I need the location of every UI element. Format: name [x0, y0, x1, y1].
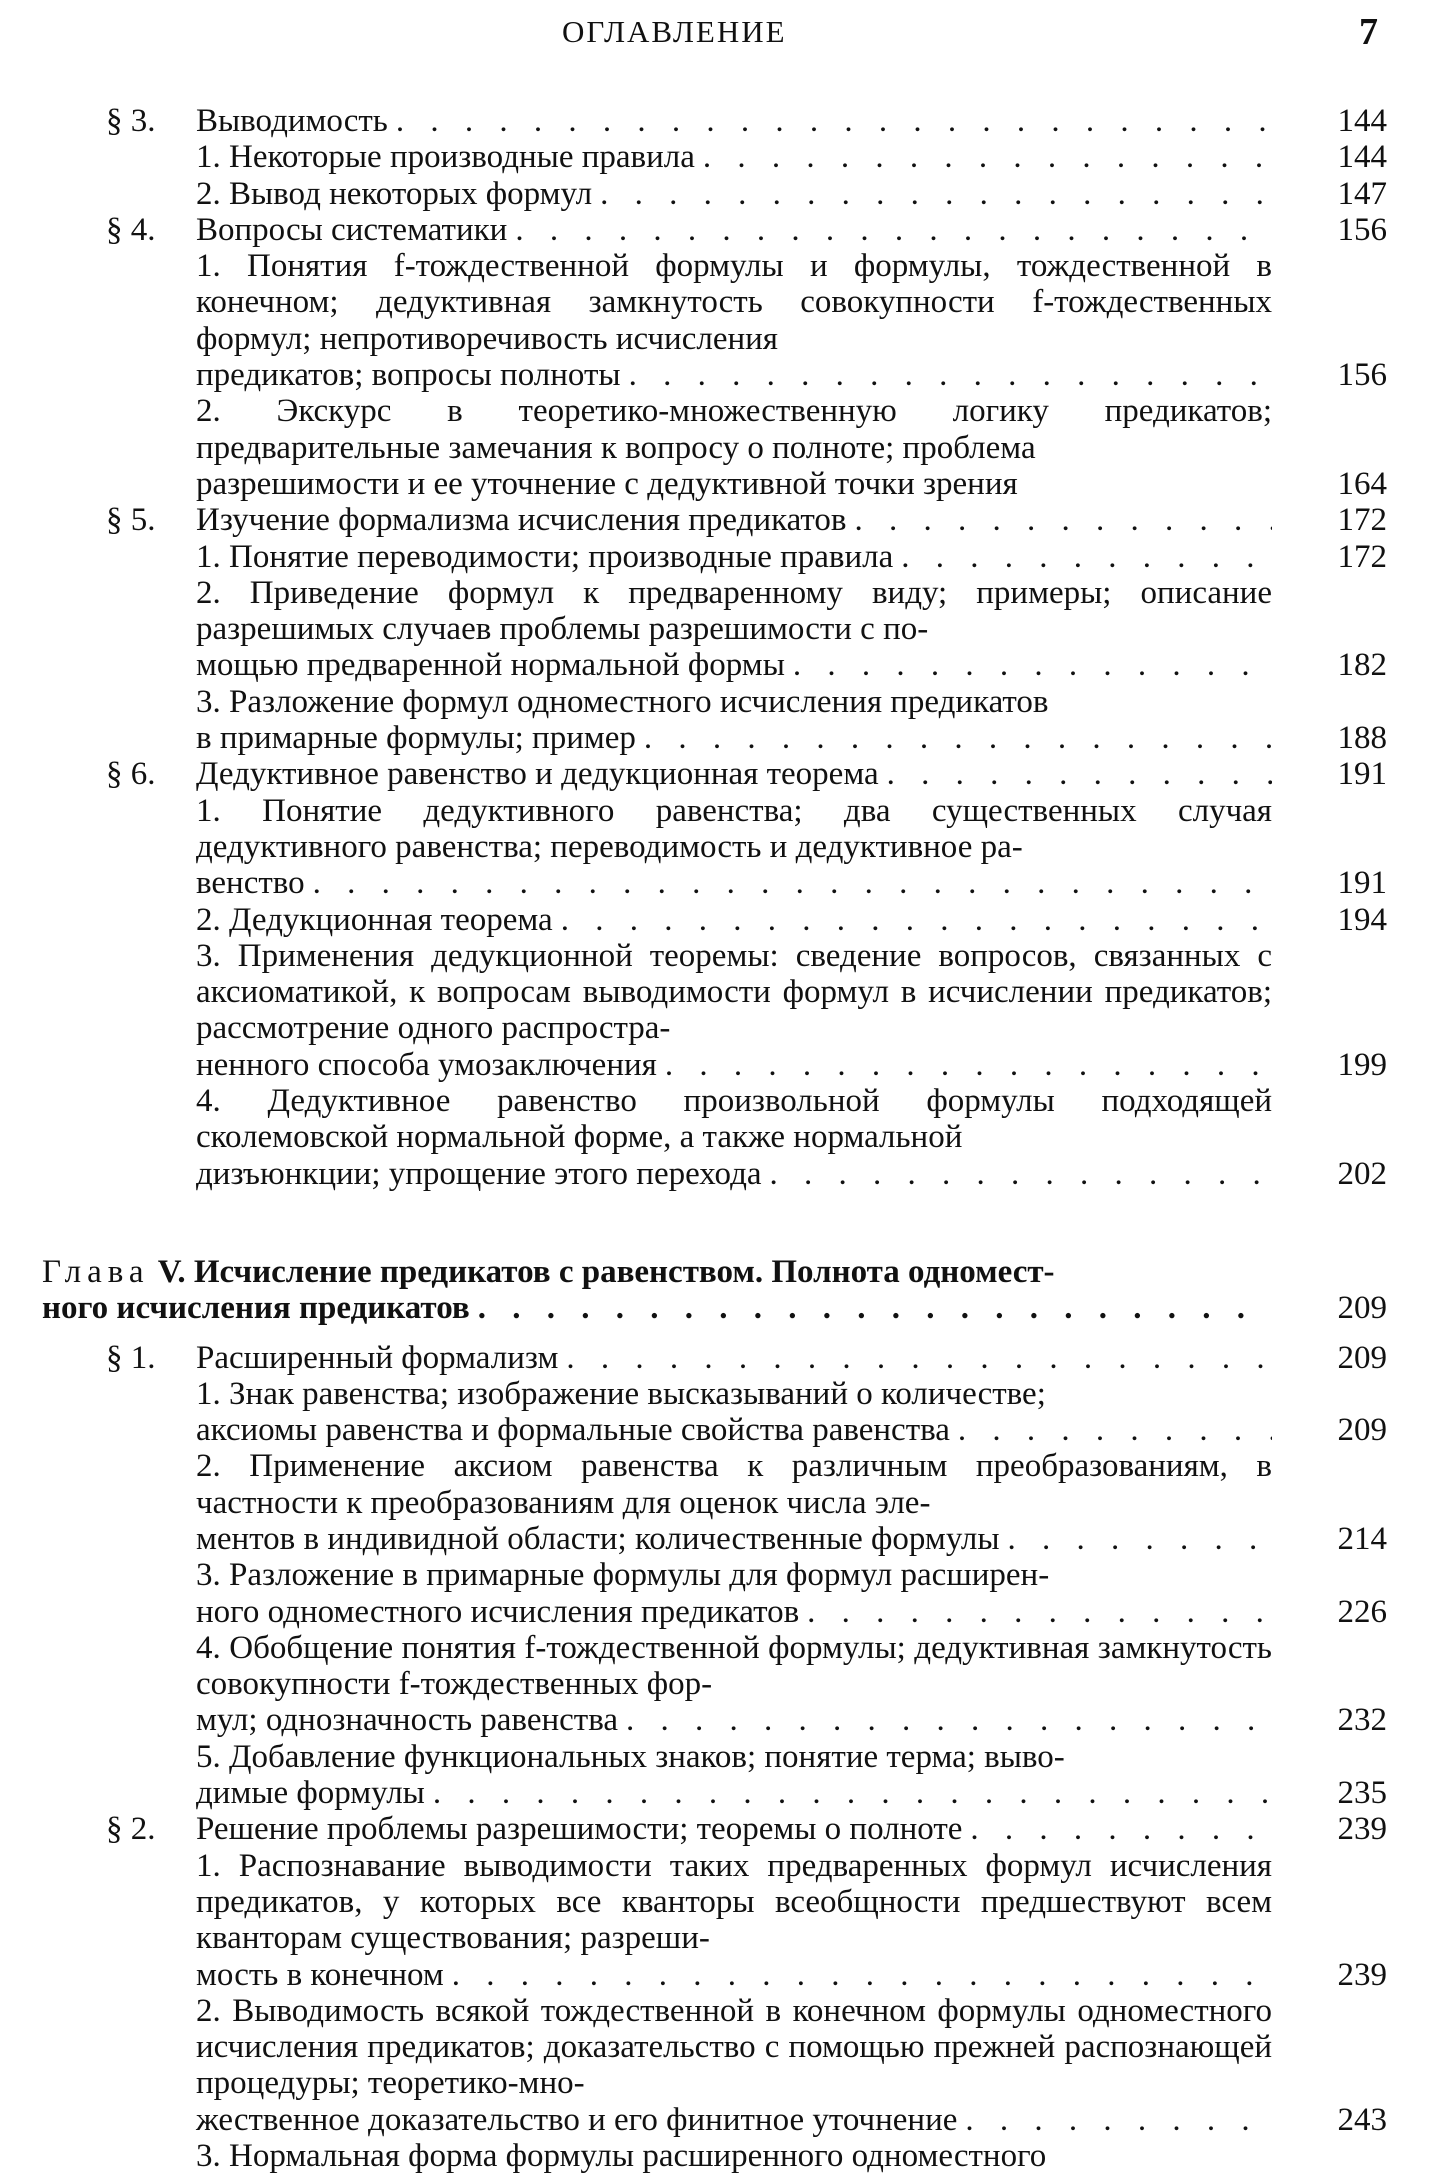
leader-dots: [618, 1702, 1272, 1738]
subsection-text-end: жественное доказательство и его финитное уточнение: [196, 2101, 958, 2138]
subsection-text-end: ненного способа умозаключения: [196, 1046, 657, 1083]
chapter-title-end: ного исчисления предикатов: [42, 1290, 470, 1327]
page-ref: 147: [1337, 175, 1387, 212]
toc-section-3[interactable]: [106, 103, 1387, 139]
subsection-text-end: мощью предваренной нормальной формы: [196, 647, 785, 684]
subsection-title: 2. Вывод некоторых формул: [196, 175, 593, 212]
leader-dots: [305, 865, 1272, 901]
subsection-text-end: мул; однозначность равенства: [196, 1702, 618, 1739]
subsection-text-end: аксиомы равенства и формальные свойства равенства: [196, 1412, 950, 1449]
page-ref: 156: [1337, 211, 1387, 248]
toc-subsection[interactable]: [196, 1448, 1387, 1557]
subsection-text-end: мость в конечном: [196, 1956, 444, 1993]
page-ref: 235: [1337, 1775, 1387, 1812]
leader-dots: [879, 756, 1272, 792]
page-ref: 209: [1337, 1339, 1387, 1376]
subsection-text-end: венство: [196, 865, 305, 902]
toc-section-5[interactable]: [106, 502, 1387, 539]
leader-dots: [657, 1047, 1272, 1083]
toc-subsection[interactable]: [196, 1375, 1387, 1449]
page-ref: 172: [1337, 538, 1387, 575]
table-of-contents: [0, 103, 1430, 2174]
page-ref: 239: [1337, 1956, 1387, 1993]
page-ref: 202: [1337, 1155, 1387, 1192]
toc-subsection[interactable]: [196, 937, 1387, 1083]
subsection-text-end: предикатов; вопросы полноты: [196, 357, 621, 394]
section-title: Изучение формализма исчисления предикатов: [196, 502, 847, 539]
section-label: § 5.: [106, 502, 156, 539]
toc-subsection[interactable]: [196, 2138, 1272, 2174]
toc-subsection[interactable]: [196, 901, 1387, 938]
page-ref: 156: [1337, 357, 1387, 394]
leader-dots: [950, 1412, 1272, 1448]
chapter-word: Глава: [42, 1253, 150, 1290]
page-ref: 144: [1337, 139, 1387, 176]
leader-dots: [695, 139, 1272, 175]
leader-dots: [762, 1156, 1272, 1192]
section-title: Расширенный формализм: [196, 1339, 559, 1376]
page-ref: 232: [1337, 1702, 1387, 1739]
chapter-title: V. Исчисление предикатов с равенством. Полнота одномест-: [157, 1253, 1055, 1290]
subsection-text-end: ного одноместного исчисления предикатов: [196, 1593, 800, 1630]
section-label: § 3.: [106, 103, 156, 139]
leader-dots: [799, 1594, 1272, 1630]
subsection-title: 1. Понятие переводимости; производные правила: [196, 538, 894, 575]
leader-dots: [388, 103, 1272, 139]
subsection-text: 1. Распознавание выводимости таких предваренных формул исчисления предикатов, у которых все кванторы всеобщности предшествуют всем кванторам существования; разреши-: [196, 1847, 1272, 1957]
leader-dots: [785, 647, 1272, 683]
running-title: ОГЛАВЛЕНИЕ: [562, 14, 787, 49]
section-title: Дедуктивное равенство и дедукционная теорема: [196, 756, 879, 793]
leader-dots: [592, 176, 1272, 212]
leader-dots: [957, 2102, 1272, 2138]
subsection-text: 2. Выводимость всякой тождественной в конечном формулы одноместного исчисления предикатов; доказательство с помощью прежней распознающей процедуры; теоретико-мно-: [196, 1992, 1272, 2102]
subsection-title: 1. Некоторые производные правила: [196, 139, 695, 176]
section-label: § 1.: [106, 1339, 156, 1376]
leader-dots: [847, 502, 1273, 538]
subsection-text: 3. Применения дедукционной теоремы: сведение вопросов, связанных с аксиоматикой, к вопросам выводимости формул в исчислении предикатов; рассмотрение одного распростра-: [196, 937, 1272, 1047]
toc-subsection[interactable]: [196, 175, 1387, 212]
toc-chapter-5[interactable]: [42, 1253, 1387, 1327]
subsection-text: 4. Обобщение понятия f-тождественной формулы; дедуктивная замкнутость совокупности f-тождественных фор-: [196, 1629, 1272, 1703]
toc-subsection[interactable]: [196, 393, 1387, 502]
page-ref: 243: [1337, 2101, 1387, 2138]
toc-chapter5-section-2[interactable]: [106, 1811, 1387, 1848]
page-ref: 191: [1337, 865, 1387, 902]
page-ref: 191: [1337, 756, 1387, 793]
page-ref: 199: [1337, 1046, 1387, 1083]
subsection-text-end: в примарные формулы; пример: [196, 720, 636, 757]
subsection-text: 2. Применение аксиом равенства к различным преобразованиям, в частности к преобразованиям для оценок числа эле-: [196, 1448, 1272, 1521]
page-ref: 182: [1337, 647, 1387, 684]
page-ref: 144: [1337, 103, 1387, 139]
leader-dots: [893, 539, 1272, 575]
subsection-text: 3. Разложение формул одноместного исчисления предикатов: [196, 683, 1049, 720]
page-ref: 209: [1337, 1412, 1387, 1449]
leader-dots: [470, 1290, 1272, 1326]
page-ref: 172: [1337, 502, 1387, 539]
leader-dots: [553, 902, 1272, 938]
subsection-text: 5. Добавление функциональных знаков; понятие терма; выво-: [196, 1738, 1065, 1775]
subsection-text: 1. Понятия f-тождественной формулы и формулы, тождественной в конечном; дедуктивная замкнутость совокупности f-тождественных формул; непротиворечивость исчисления: [196, 248, 1272, 357]
subsection-text: 2. Экскурс в теоретико-множественную логику предикатов; предварительные замечания к вопросу о полноте; проблема: [196, 393, 1272, 466]
subsection-text: 2. Приведение формул к предваренному виду; примеры; описание разрешимых случаев проблемы разрешимости с по-: [196, 574, 1272, 648]
page-ref: 239: [1337, 1811, 1387, 1848]
page-number: 7: [1359, 11, 1378, 53]
page-ref: 209: [1337, 1290, 1387, 1327]
subsection-text: 3. Разложение в примарные формулы для формул расширен-: [196, 1557, 1050, 1594]
subsection-text: 1. Понятие дедуктивного равенства; два существенных случая дедуктивного равенства; переводимость и дедуктивное ра-: [196, 792, 1272, 865]
toc-section-4[interactable]: [106, 211, 1387, 248]
toc-subsection[interactable]: [196, 574, 1387, 684]
leader-dots: [507, 212, 1272, 248]
section-title: Решение проблемы разрешимости; теоремы о полноте: [196, 1811, 963, 1848]
toc-chapter5-section-1[interactable]: [106, 1339, 1387, 1376]
subsection-text-end: димые формулы: [196, 1775, 425, 1812]
subsection-text-end: разрешимости и ее уточнение с дедуктивной точки зрения: [196, 465, 1018, 502]
leader-dots: [1000, 1521, 1272, 1557]
toc-subsection[interactable]: [196, 792, 1387, 902]
subsection-title: 2. Дедукционная теорема: [196, 901, 553, 938]
subsection-text-end: ментов в индивидной области; количественные формулы: [196, 1520, 1000, 1557]
subsection-text: 1. Знак равенства; изображение высказываний о количестве;: [196, 1375, 1046, 1412]
subsection-text-end: дизъюнкции; упрощение этого перехода: [196, 1155, 762, 1192]
page-ref: 214: [1337, 1520, 1387, 1557]
section-label: § 4.: [106, 211, 156, 248]
leader-dots: [621, 357, 1272, 393]
toc-section-6[interactable]: [106, 756, 1387, 793]
toc-subsection[interactable]: [196, 139, 1387, 176]
page-header: [0, 10, 1430, 60]
toc-subsection[interactable]: [196, 1992, 1387, 2138]
toc-subsection[interactable]: [196, 1083, 1387, 1192]
leader-dots: [636, 720, 1272, 756]
leader-dots: [962, 1811, 1272, 1847]
page-ref: 188: [1337, 720, 1387, 757]
subsection-text: 3. Нормальная форма формулы расширенного одноместного: [196, 2138, 1047, 2175]
leader-dots: [444, 1957, 1272, 1993]
section-title: Выводимость: [196, 103, 388, 139]
page-ref: 226: [1337, 1593, 1387, 1630]
toc-subsection[interactable]: [196, 1629, 1387, 1739]
section-label: § 6.: [106, 756, 156, 793]
page-ref: 164: [1337, 465, 1387, 502]
section-title: Вопросы систематики: [196, 211, 508, 248]
toc-subsection[interactable]: [196, 1847, 1387, 1993]
toc-subsection[interactable]: [196, 1557, 1387, 1630]
toc-subsection[interactable]: [196, 683, 1387, 757]
section-label: § 2.: [106, 1811, 156, 1848]
toc-subsection[interactable]: [196, 248, 1387, 394]
page-ref: 194: [1337, 901, 1387, 938]
leader-dots: [425, 1775, 1272, 1811]
toc-subsection[interactable]: [196, 1738, 1387, 1812]
toc-subsection[interactable]: [196, 538, 1387, 575]
leader-dots: [558, 1340, 1272, 1376]
subsection-text: 4. Дедуктивное равенство произвольной формулы подходящей сколемовской нормальной форме, а также нормальной: [196, 1083, 1272, 1156]
